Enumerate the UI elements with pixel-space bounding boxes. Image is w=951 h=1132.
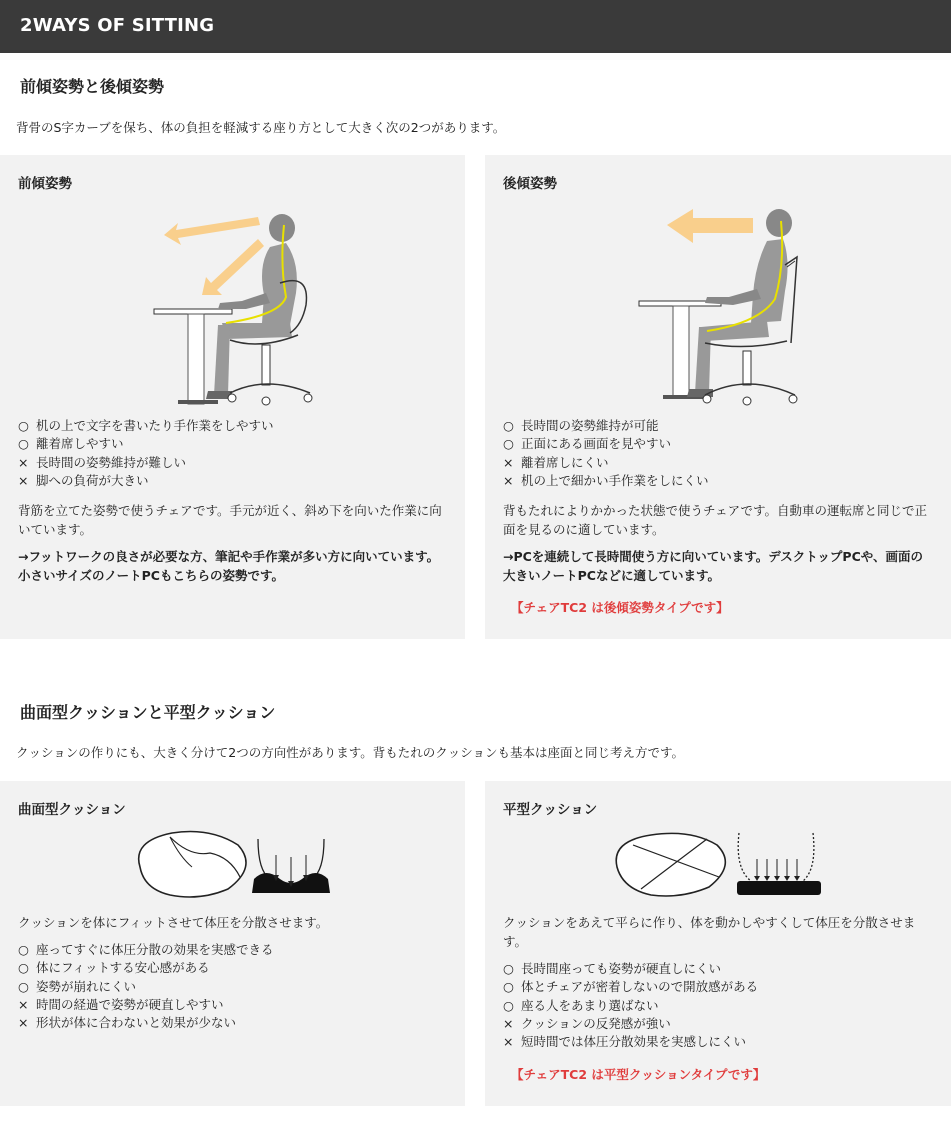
flat-cushion-lead: クッションをあえて平らに作り、体を動かしやすくして体圧を分散させます。 (503, 915, 916, 949)
forward-posture-panel (0, 155, 465, 639)
list-item: × 長時間の姿勢維持が難しい (18, 454, 187, 470)
forward-posture-heading: 前傾姿勢 (18, 176, 72, 192)
forward-posture-description: 背筋を立てた姿勢で使うチェアです。手元が近く、斜め下を向いた作業に向いています。 (18, 503, 442, 537)
curved-cushion-panel (0, 781, 465, 1106)
flat-cushion-list (503, 960, 758, 1051)
list-item: × クッションの反発感が強い (503, 1015, 671, 1031)
list-item: ○ 体にフィットする安心感がある (18, 960, 210, 976)
tc2-cushion-note: 【チェアTC2 は平型クッションタイプです】 (511, 1067, 766, 1082)
backward-posture-panel (485, 155, 951, 639)
flat-cushion-illustration (611, 829, 827, 901)
list-item: × 机の上で細かい手作業をしにくい (503, 472, 709, 488)
backward-posture-recommendation: →PCを連続して長時間使う方に向いています。デスクトップPCや、画面の大きいノートPCなどに適しています。 (503, 549, 924, 583)
curved-cushion-illustration (130, 827, 340, 902)
section1-desc: 背骨のS字カーブを保ち、体の負担を軽減する座り方として大きく次の2つがあります。 (16, 120, 506, 135)
flat-cushion-heading: 平型クッション (503, 802, 598, 818)
backward-posture-heading: 後傾姿勢 (503, 176, 557, 192)
list-item: ○ 長時間座っても姿勢が硬直しにくい (503, 961, 722, 976)
list-item: ○ 正面にある画面を見やすい (503, 436, 672, 452)
backward-posture-list (503, 417, 709, 490)
curved-cushion-lead: クッションを体にフィットさせて体圧を分散させます。 (18, 915, 329, 930)
forward-posture-recommendation: →フットワークの良さが必要な方、筆記や手作業が多い方に向いています。小さいサイズのノートPCもこちらの姿勢です。 (18, 549, 440, 583)
curved-cushion-heading: 曲面型クッション (18, 802, 126, 818)
section2-desc: クッションの作りにも、大きく分けて2つの方向性があります。背もたれのクッションも基本は座面と同じ考え方です。 (16, 745, 684, 760)
list-item: × 短時間では体圧分散効果を実感しにくい (503, 1034, 747, 1050)
list-item: × 脚への負荷が大きい (18, 472, 149, 488)
tc2-posture-note: 【チェアTC2 は後傾姿勢タイプです】 (511, 600, 729, 615)
list-item: ○ 机の上で文字を書いたり手作業をしやすい (18, 418, 274, 433)
list-item: ○ 長時間の姿勢維持が可能 (503, 418, 659, 433)
header-bar (0, 0, 951, 53)
page-title: 2WAYS OF SITTING (20, 15, 215, 36)
list-item: × 形状が体に合わないと効果が少ない (18, 1015, 237, 1031)
forward-posture-illustration (150, 205, 320, 410)
curved-cushion-list (18, 941, 274, 1032)
list-item: ○ 座ってすぐに体圧分散の効果を実感できる (18, 942, 274, 957)
section2-title: 曲面型クッションと平型クッション (20, 703, 276, 722)
list-item: × 離着席しにくい (503, 454, 609, 470)
list-item: ○ 離着席しやすい (18, 436, 124, 452)
list-item: ○ 体とチェアが密着しないので開放感がある (503, 979, 759, 995)
list-item: ○ 座る人をあまり選ばない (503, 997, 659, 1013)
flat-cushion-panel (485, 781, 951, 1106)
backward-posture-description: 背もたれによりかかった状態で使うチェアです。自動車の運転席と同じで正面を見るのに適しています。 (503, 503, 928, 537)
section1-title: 前傾姿勢と後傾姿勢 (20, 77, 165, 96)
list-item: ○ 姿勢が崩れにくい (18, 978, 137, 994)
list-item: × 時間の経過で姿勢が硬直しやすい (18, 996, 224, 1012)
forward-posture-list (18, 417, 274, 490)
backward-posture-illustration (635, 205, 805, 410)
